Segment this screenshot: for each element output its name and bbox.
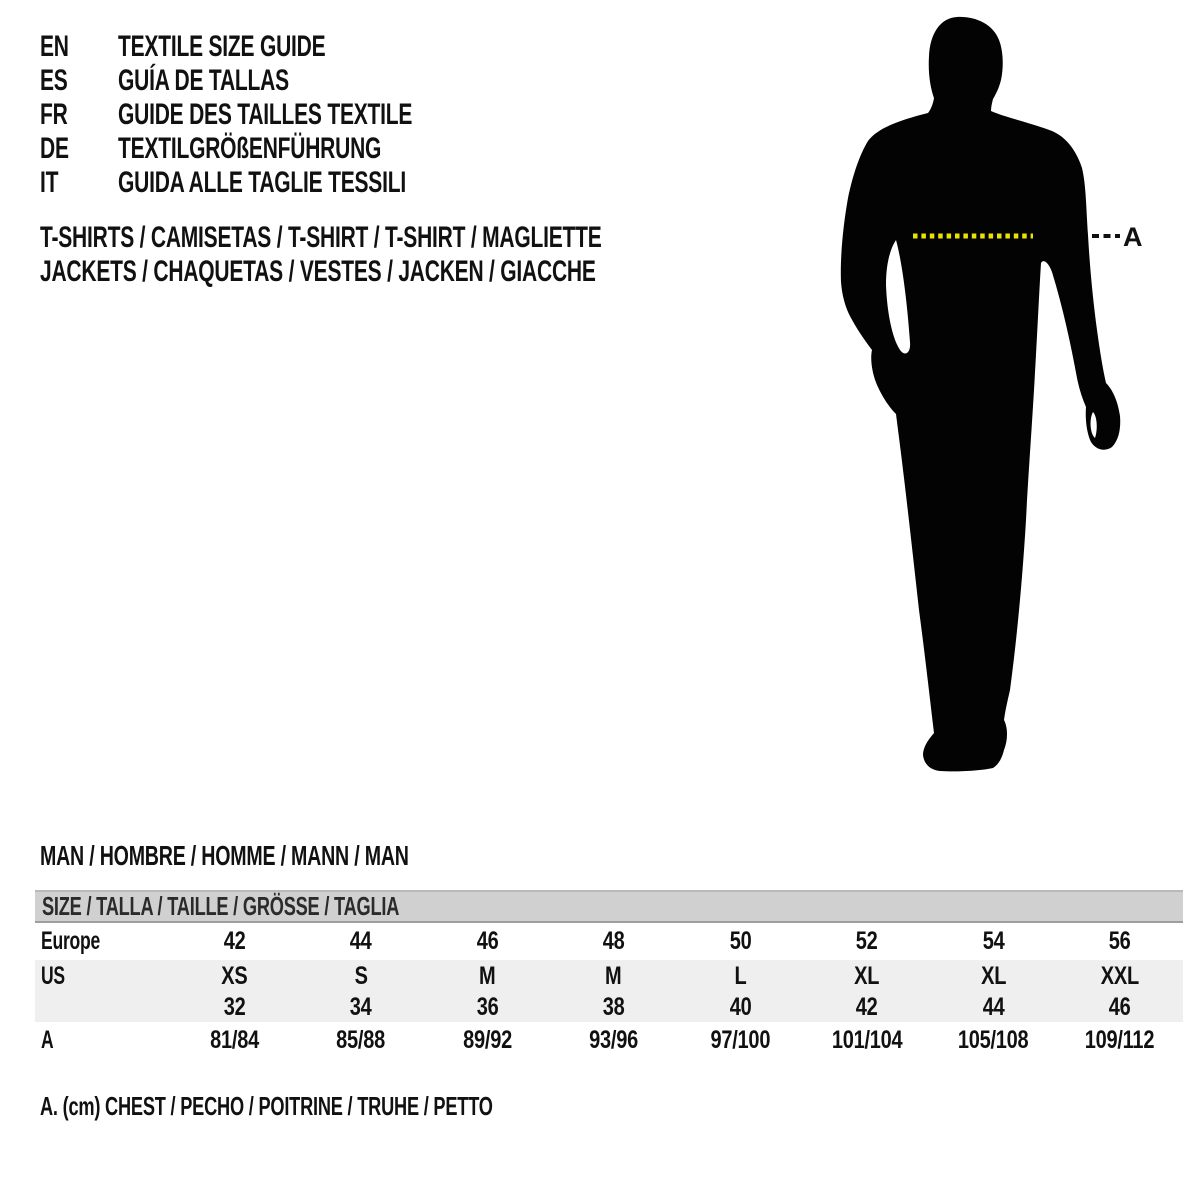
language-title: GUÍA DE TALLAS <box>118 64 289 97</box>
size-value: 38 <box>602 992 625 1021</box>
size-value: 34 <box>349 992 372 1021</box>
table-row-us <box>35 960 1183 992</box>
table-row-europe <box>35 923 1183 960</box>
size-value: M <box>605 961 622 990</box>
size-value: 36 <box>476 992 499 1021</box>
size-value: 93/96 <box>589 1025 639 1054</box>
size-value: 46 <box>1108 992 1131 1021</box>
size-value: 97/100 <box>710 1025 771 1054</box>
size-value: XS <box>221 961 248 990</box>
size-value: XXL <box>1100 961 1139 990</box>
size-value: L <box>734 961 747 990</box>
measurement-label-a: A <box>1123 222 1143 252</box>
size-value: 56 <box>1108 927 1131 955</box>
size-value: 48 <box>602 927 625 955</box>
size-value: 105/108 <box>957 1025 1029 1054</box>
size-value: 32 <box>223 992 246 1021</box>
table-row-numeric <box>35 992 1183 1022</box>
table-row-chest-a <box>35 1022 1183 1058</box>
size-value: 52 <box>855 927 878 955</box>
category-line-tshirts: T-SHIRTS / CAMISETAS / T-SHIRT / T-SHIRT / MAGLIETTE <box>40 221 602 254</box>
size-value: 81/84 <box>209 1025 259 1054</box>
size-table <box>35 890 1183 1058</box>
language-code: ES <box>40 64 68 97</box>
size-value: 44 <box>349 927 372 955</box>
language-code: IT <box>40 166 59 199</box>
size-value: 50 <box>729 927 752 955</box>
language-code: EN <box>40 30 69 63</box>
row-label: Europe <box>41 927 101 955</box>
size-value: 46 <box>476 927 499 955</box>
size-value: 42 <box>223 927 246 955</box>
size-value: 54 <box>982 927 1005 955</box>
language-code: DE <box>40 132 69 165</box>
language-title: GUIDA ALLE TAGLIE TESSILI <box>118 166 406 199</box>
row-label <box>35 993 171 1022</box>
size-value: 109/112 <box>1084 1025 1155 1054</box>
size-value: 44 <box>982 992 1005 1021</box>
language-title: TEXTILE SIZE GUIDE <box>118 30 326 63</box>
category-line-jackets: JACKETS / CHAQUETAS / VESTES / JACKEN / GIACCHE <box>40 255 596 288</box>
size-value: M <box>479 961 496 990</box>
language-title: GUIDE DES TAILLES TEXTILE <box>118 98 413 131</box>
size-value: XL <box>854 961 880 990</box>
section-heading-man: MAN / HOMBRE / HOMME / MANN / MAN <box>40 840 409 871</box>
size-value: XL <box>980 961 1006 990</box>
row-label: US <box>41 961 65 990</box>
size-value: S <box>354 961 368 990</box>
size-table-header: SIZE / TALLA / TAILLE / GRÖSSE / TAGLIA <box>35 890 1183 923</box>
measurement-footnote: A. (cm) CHEST / PECHO / POITRINE / TRUHE / PETTO <box>40 1091 493 1121</box>
size-value: 89/92 <box>462 1025 512 1054</box>
size-value: 85/88 <box>336 1025 386 1054</box>
size-value: 42 <box>855 992 878 1021</box>
man-silhouette <box>841 17 1120 771</box>
language-title: TEXTILGRÖßENFÜHRUNG <box>118 132 382 165</box>
language-code: FR <box>40 98 68 131</box>
size-value: 101/104 <box>831 1025 903 1054</box>
size-value: 40 <box>729 992 752 1021</box>
row-label: A <box>41 1025 54 1054</box>
